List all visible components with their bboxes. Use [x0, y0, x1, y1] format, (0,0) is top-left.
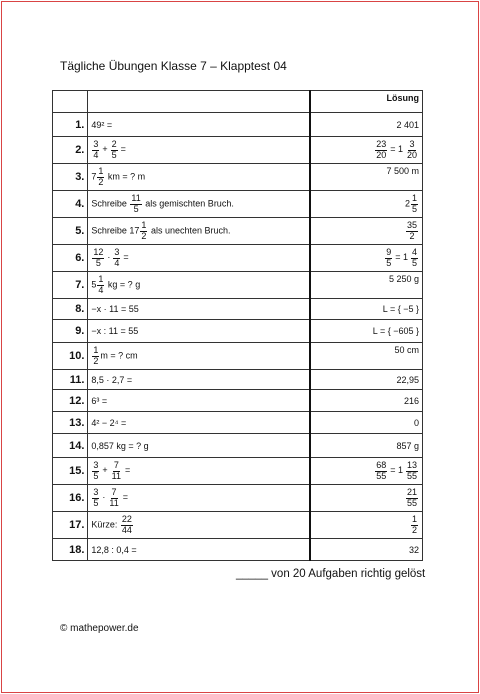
task-cell	[88, 412, 310, 434]
table-row	[53, 343, 423, 370]
fraction: $\frac{1}{2}$	[411, 514, 417, 535]
solution-cell	[310, 343, 423, 370]
table-row	[53, 272, 423, 299]
table-row	[53, 458, 423, 485]
task-text: 0,857 kg = ? g	[91, 440, 149, 451]
fraction: $\frac{4}{5}$	[411, 247, 417, 268]
fraction: $\frac{1}{2}$	[93, 345, 99, 366]
fraction: $\frac{2}{5}$	[111, 139, 117, 160]
solution-cell	[310, 512, 423, 539]
task-cell	[88, 113, 310, 137]
table-row	[53, 539, 423, 561]
task-text: 12,8 : 0,4 =	[91, 544, 137, 555]
solution-cell	[310, 412, 423, 434]
solution-cell	[310, 218, 423, 245]
row-number: 7.	[53, 272, 88, 299]
header-solution-cell: Lösung	[310, 91, 423, 113]
task-cell	[88, 390, 310, 412]
task-cell	[88, 370, 310, 390]
solution-cell	[310, 164, 423, 191]
row-number: 13.	[53, 412, 88, 434]
task-cell: Kürze: $\frac{22}{44}$	[88, 512, 310, 539]
row-number: 16.	[53, 485, 88, 512]
table-row	[53, 412, 423, 434]
solution-cell	[310, 485, 423, 512]
solution-cell	[310, 272, 423, 299]
task-cell	[88, 320, 310, 343]
row-number: 5.	[53, 218, 88, 245]
solution-text: 32	[408, 544, 419, 555]
task-cell: Schreibe $\frac{11}{5}$ als gemischten Bruch.	[88, 191, 310, 218]
solution-text: 22,95	[396, 374, 419, 385]
task-cell: $\frac{3}{4}$ + $\frac{2}{5}$ =	[88, 137, 310, 164]
task-cell	[88, 434, 310, 458]
solution-cell	[310, 320, 423, 343]
fraction: $\frac{12}{5}$	[93, 247, 104, 268]
solution-text: L = { −5 }	[382, 304, 419, 314]
row-number: 6.	[53, 245, 88, 272]
solution-text: 0	[413, 417, 419, 428]
row-number: 17.	[53, 512, 88, 539]
solution-cell	[310, 113, 423, 137]
task-text: 4² − 2⁴ =	[91, 417, 127, 428]
row-number: 10.	[53, 343, 88, 370]
table-row	[53, 390, 423, 412]
row-number: 14.	[53, 434, 88, 458]
task-cell	[88, 299, 310, 320]
task-cell: $\frac{12}{5}$ · $\frac{3}{4}$ =	[88, 245, 310, 272]
score-line: _____ von 20 Aufgaben richtig gelöst	[236, 568, 426, 580]
fraction: $\frac{9}{5}$	[386, 247, 392, 268]
table-row	[53, 512, 423, 539]
fraction: $\frac{1}{2}$	[98, 166, 104, 187]
task-text: −x : 11 = 55	[91, 326, 139, 336]
solution-cell: $\frac{9}{5}$ = 1 $\frac{4}{5}$	[310, 245, 423, 272]
fraction: $\frac{3}{5}$	[93, 460, 99, 481]
task-cell: $\frac{1}{2}$ m = ? cm	[88, 343, 310, 370]
solution-cell: $\frac{23}{20}$ = 1 $\frac{3}{20}$	[310, 137, 423, 164]
solution-text: L = { −605 }	[372, 326, 419, 336]
solution-text: 5 250 g	[388, 274, 419, 284]
task-text: 8,5 · 2,7 =	[91, 374, 133, 385]
fraction: $\frac{68}{55}$	[376, 460, 387, 481]
task-text: −x · 11 = 55	[91, 304, 139, 314]
fraction: $\frac{23}{20}$	[376, 139, 387, 160]
task-cell: 7 $\frac{1}{2}$ km = ? m	[88, 164, 310, 191]
task-cell	[88, 539, 310, 561]
fraction: $\frac{7}{11}$	[109, 487, 119, 508]
fraction: $\frac{1}{4}$	[98, 274, 104, 295]
task-cell: 5 $\frac{1}{4}$ kg = ? g	[88, 272, 310, 299]
solution-cell: $\frac{68}{55}$ = 1 $\frac{13}{55}$	[310, 458, 423, 485]
table-row	[53, 434, 423, 458]
solution-text: 857 g	[396, 440, 419, 451]
header-number-cell	[53, 91, 88, 113]
table-row	[53, 164, 423, 191]
header-task-cell	[88, 91, 310, 113]
row-number: 3.	[53, 164, 88, 191]
table-row	[53, 370, 423, 390]
row-number: 18.	[53, 539, 88, 561]
table-row	[53, 485, 423, 512]
fraction: $\frac{35}{2}$	[406, 220, 417, 241]
solution-text: 7 500 m	[386, 166, 419, 176]
exercise-table	[52, 90, 423, 561]
table-row	[53, 113, 423, 137]
fraction: $\frac{1}{5}$	[411, 193, 417, 214]
table-row	[53, 320, 423, 343]
row-number: 2.	[53, 137, 88, 164]
row-number: 1.	[53, 113, 88, 137]
solution-text: 2 401	[396, 119, 419, 130]
row-number: 4.	[53, 191, 88, 218]
solution-cell	[310, 390, 423, 412]
task-text: 6³ =	[91, 395, 108, 406]
fraction: $\frac{3}{20}$	[406, 139, 417, 160]
fraction: $\frac{11}{5}$	[131, 193, 141, 214]
fraction: $\frac{7}{11}$	[111, 460, 121, 481]
task-cell: Schreibe 17 $\frac{1}{2}$ als unechten Bruch.	[88, 218, 310, 245]
solution-cell	[310, 370, 423, 390]
solution-text: 216	[403, 395, 419, 406]
task-cell: $\frac{3}{5}$ · $\frac{7}{11}$ =	[88, 485, 310, 512]
fraction: $\frac{21}{55}$	[406, 487, 417, 508]
solution-cell: 2 $\frac{1}{5}$	[310, 191, 423, 218]
fraction: $\frac{22}{44}$	[121, 514, 132, 535]
row-number: 9.	[53, 320, 88, 343]
task-text: 49² =	[91, 119, 113, 130]
table-row	[53, 299, 423, 320]
fraction: $\frac{3}{5}$	[93, 487, 99, 508]
row-number: 12.	[53, 390, 88, 412]
table-row	[53, 137, 423, 164]
row-number: 11.	[53, 370, 88, 390]
fraction: $\frac{13}{55}$	[406, 460, 417, 481]
table-header-row	[53, 91, 423, 113]
solution-cell	[310, 539, 423, 561]
task-cell: $\frac{3}{5}$ + $\frac{7}{11}$ =	[88, 458, 310, 485]
fraction: $\frac{1}{2}$	[141, 220, 147, 241]
worksheet-title: Tägliche Übungen Klasse 7 – Klapptest 04	[60, 59, 287, 73]
solution-text: 50 cm	[394, 345, 419, 355]
fraction: $\frac{3}{4}$	[114, 247, 120, 268]
table-row	[53, 245, 423, 272]
solution-cell	[310, 434, 423, 458]
table-row	[53, 218, 423, 245]
row-number: 8.	[53, 299, 88, 320]
copyright-text: © mathepower.de	[60, 623, 139, 634]
table-row	[53, 191, 423, 218]
row-number: 15.	[53, 458, 88, 485]
fraction: $\frac{3}{4}$	[93, 139, 99, 160]
solution-cell	[310, 299, 423, 320]
